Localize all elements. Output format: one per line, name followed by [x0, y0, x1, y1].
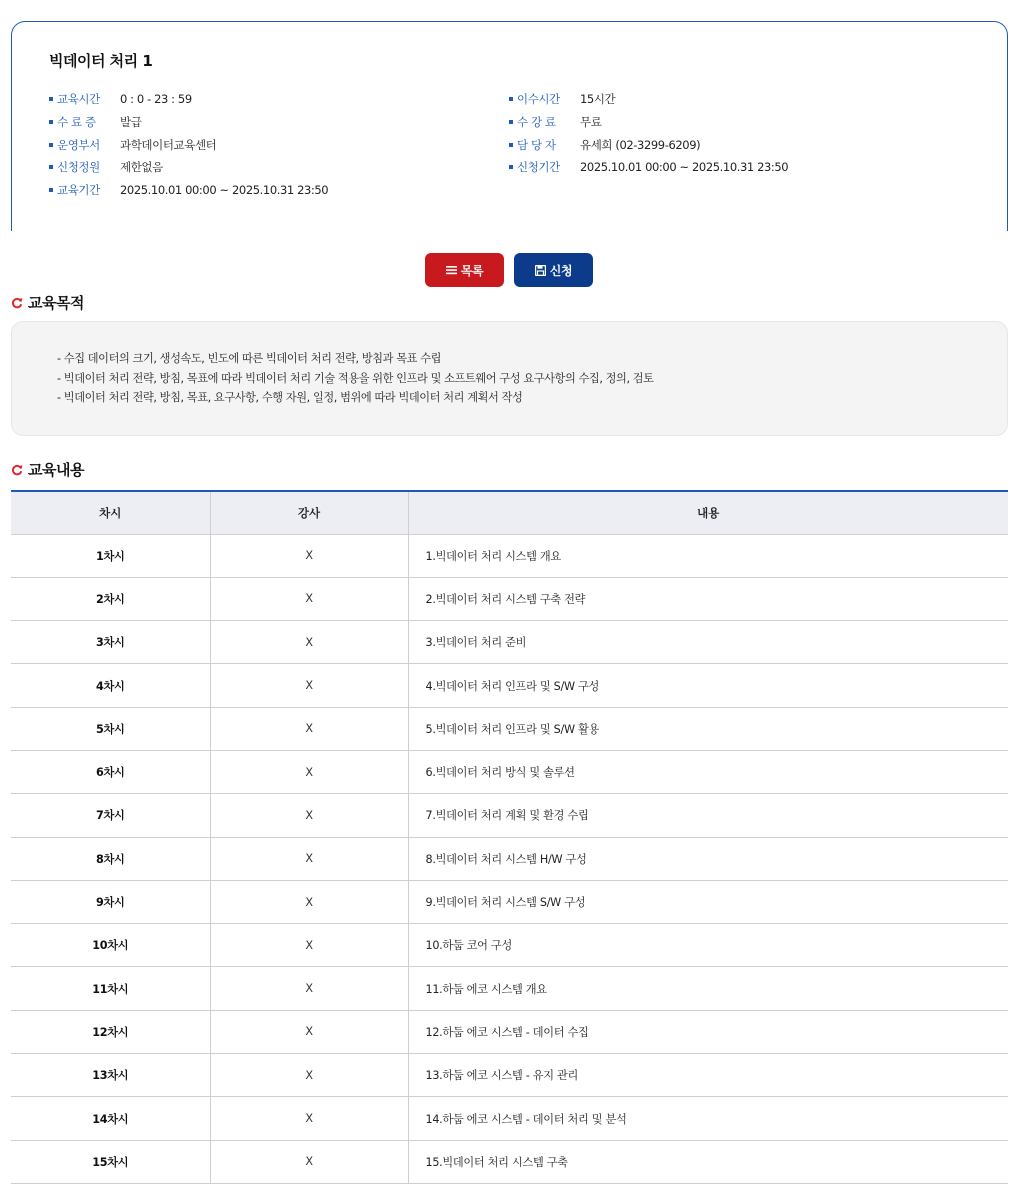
- content-cell: 14.하둡 에코 시스템 - 데이터 처리 및 분석: [408, 1097, 1008, 1140]
- teacher-cell: X: [210, 534, 408, 577]
- session-cell: 8차시: [11, 837, 210, 880]
- teacher-cell: X: [210, 794, 408, 837]
- content-cell: 3.빅데이터 처리 준비: [408, 621, 1008, 664]
- teacher-cell: X: [210, 707, 408, 750]
- refresh-icon: [11, 297, 23, 309]
- course-info-card: [11, 21, 1008, 231]
- info-value: 과학데이터교육센터: [120, 137, 217, 152]
- bullet-icon: [49, 188, 53, 192]
- info-value: 0 : 0 - 23 : 59: [120, 92, 192, 107]
- info-label-text: 수 료 증: [57, 115, 96, 130]
- content-cell: 12.하둡 에코 시스템 - 데이터 수집: [408, 1010, 1008, 1053]
- info-label-text: 이수시간: [517, 92, 560, 107]
- info-row: [49, 111, 328, 134]
- info-label: [49, 182, 120, 198]
- content-cell: 4.빅데이터 처리 인프라 및 S/W 구성: [408, 664, 1008, 707]
- content-cell: 5.빅데이터 처리 인프라 및 S/W 활용: [408, 707, 1008, 750]
- apply-button[interactable]: [514, 253, 593, 287]
- info-label: [509, 114, 580, 130]
- session-cell: 15차시: [11, 1140, 210, 1183]
- objective-title: 교육목적: [28, 294, 84, 312]
- content-cell: 8.빅데이터 처리 시스템 H/W 구성: [408, 837, 1008, 880]
- info-label-text: 신청정원: [57, 160, 100, 175]
- objective-line: - 빅데이터 처리 전략, 방침, 목표, 요구사항, 수행 자원, 일정, 범위에 따라 빅데이터 처리 계획서 작성: [57, 391, 523, 404]
- bullet-icon: [49, 165, 53, 169]
- table-header-row: [11, 491, 1008, 534]
- info-row: [49, 133, 328, 156]
- table-row: [11, 837, 1008, 880]
- menu-icon: [446, 265, 457, 275]
- info-label-text: 수 강 료: [517, 115, 556, 130]
- bullet-icon: [49, 97, 53, 101]
- table-row: [11, 707, 1008, 750]
- bullet-icon: [49, 143, 53, 147]
- table-row: [11, 1140, 1008, 1183]
- info-row: [509, 156, 788, 179]
- info-label-text: 교육시간: [57, 92, 100, 107]
- content-cell: 10.하둡 코어 구성: [408, 924, 1008, 967]
- contents-title: 교육내용: [28, 461, 84, 479]
- session-cell: 13차시: [11, 1054, 210, 1097]
- objective-box: [11, 321, 1008, 436]
- info-label: [509, 91, 580, 107]
- session-cell: 14차시: [11, 1097, 210, 1140]
- course-info-right-column: [509, 88, 788, 179]
- contents-table-body: [11, 534, 1008, 1183]
- bullet-icon: [509, 165, 513, 169]
- objective-section-title: [11, 292, 84, 313]
- info-row: [49, 88, 328, 111]
- teacher-cell: X: [210, 1054, 408, 1097]
- content-cell: 2.빅데이터 처리 시스템 구축 전략: [408, 577, 1008, 620]
- table-row: [11, 664, 1008, 707]
- bullet-icon: [509, 143, 513, 147]
- refresh-icon: [11, 464, 23, 476]
- course-info-left-column: [49, 88, 328, 201]
- info-row: [509, 111, 788, 134]
- teacher-cell: X: [210, 1140, 408, 1183]
- save-icon: [535, 265, 546, 276]
- info-value: 제한없음: [120, 160, 163, 175]
- teacher-cell: X: [210, 621, 408, 664]
- info-label-text: 신청기간: [517, 160, 560, 175]
- content-cell: 15.빅데이터 처리 시스템 구축: [408, 1140, 1008, 1183]
- table-row: [11, 1054, 1008, 1097]
- bullet-icon: [49, 120, 53, 124]
- table-row: [11, 621, 1008, 664]
- info-value: 15시간: [580, 92, 616, 107]
- session-cell: 1차시: [11, 534, 210, 577]
- info-label: [49, 159, 120, 175]
- session-cell: 12차시: [11, 1010, 210, 1053]
- info-row: [49, 156, 328, 179]
- session-cell: 7차시: [11, 794, 210, 837]
- teacher-cell: X: [210, 577, 408, 620]
- session-cell: 6차시: [11, 750, 210, 793]
- header-teacher: 강사: [210, 491, 408, 534]
- info-value: 발급: [120, 115, 142, 130]
- table-row: [11, 577, 1008, 620]
- teacher-cell: X: [210, 1010, 408, 1053]
- info-value: 2025.10.01 00:00 ~ 2025.10.31 23:50: [120, 183, 329, 198]
- session-cell: 11차시: [11, 967, 210, 1010]
- teacher-cell: X: [210, 837, 408, 880]
- info-label: [509, 137, 580, 153]
- teacher-cell: X: [210, 1097, 408, 1140]
- list-button-label: 목록: [460, 263, 484, 278]
- contents-section-title: [11, 459, 84, 480]
- info-label: [509, 159, 580, 175]
- info-label-text: 담 당 자: [517, 137, 556, 152]
- bullet-icon: [509, 97, 513, 101]
- info-label: [49, 137, 120, 153]
- info-row: [509, 133, 788, 156]
- info-row: [49, 179, 328, 202]
- objective-line: - 빅데이터 처리 전략, 방침, 목표에 따라 빅데이터 처리 기술 적용을 위한 인프라 및 소프트웨어 구성 요구사항의 수집, 정의, 검토: [57, 371, 654, 385]
- table-row: [11, 534, 1008, 577]
- header-content: 내용: [408, 491, 1008, 534]
- content-cell: 7.빅데이터 처리 계획 및 환경 수립: [408, 794, 1008, 837]
- session-cell: 2차시: [11, 577, 210, 620]
- teacher-cell: X: [210, 924, 408, 967]
- content-cell: 1.빅데이터 처리 시스템 개요: [408, 534, 1008, 577]
- teacher-cell: X: [210, 750, 408, 793]
- content-cell: 9.빅데이터 처리 시스템 S/W 구성: [408, 880, 1008, 923]
- info-value: 유세희 (02-3299-6209): [580, 137, 701, 152]
- table-row: [11, 1097, 1008, 1140]
- info-label: [49, 114, 120, 130]
- table-row: [11, 967, 1008, 1010]
- info-value: 무료: [580, 115, 602, 130]
- session-cell: 3차시: [11, 621, 210, 664]
- info-value: 2025.10.01 00:00 ~ 2025.10.31 23:50: [580, 160, 789, 175]
- teacher-cell: X: [210, 880, 408, 923]
- content-cell: 11.하둡 에코 시스템 개요: [408, 967, 1008, 1010]
- content-cell: 6.빅데이터 처리 방식 및 솔루션: [408, 750, 1008, 793]
- info-label-text: 운영부서: [57, 137, 100, 152]
- session-cell: 5차시: [11, 707, 210, 750]
- info-label-text: 교육기간: [57, 183, 100, 198]
- contents-table: [11, 490, 1008, 1184]
- table-row: [11, 1010, 1008, 1053]
- table-row: [11, 880, 1008, 923]
- bullet-icon: [509, 120, 513, 124]
- table-row: [11, 794, 1008, 837]
- list-button[interactable]: [425, 253, 504, 287]
- course-title: 빅데이터 처리 1: [49, 52, 153, 70]
- header-session: 차시: [11, 491, 210, 534]
- session-cell: 10차시: [11, 924, 210, 967]
- info-row: [509, 88, 788, 111]
- session-cell: 4차시: [11, 664, 210, 707]
- objective-line: - 수집 데이터의 크기, 생성속도, 빈도에 따른 빅데이터 처리 전략, 방침과 목표 수립: [57, 352, 442, 365]
- teacher-cell: X: [210, 967, 408, 1010]
- teacher-cell: X: [210, 664, 408, 707]
- session-cell: 9차시: [11, 880, 210, 923]
- table-row: [11, 750, 1008, 793]
- table-row: [11, 924, 1008, 967]
- content-cell: 13.하둡 에코 시스템 - 유지 관리: [408, 1054, 1008, 1097]
- apply-button-label: 신청: [549, 263, 573, 278]
- info-label: [49, 91, 120, 107]
